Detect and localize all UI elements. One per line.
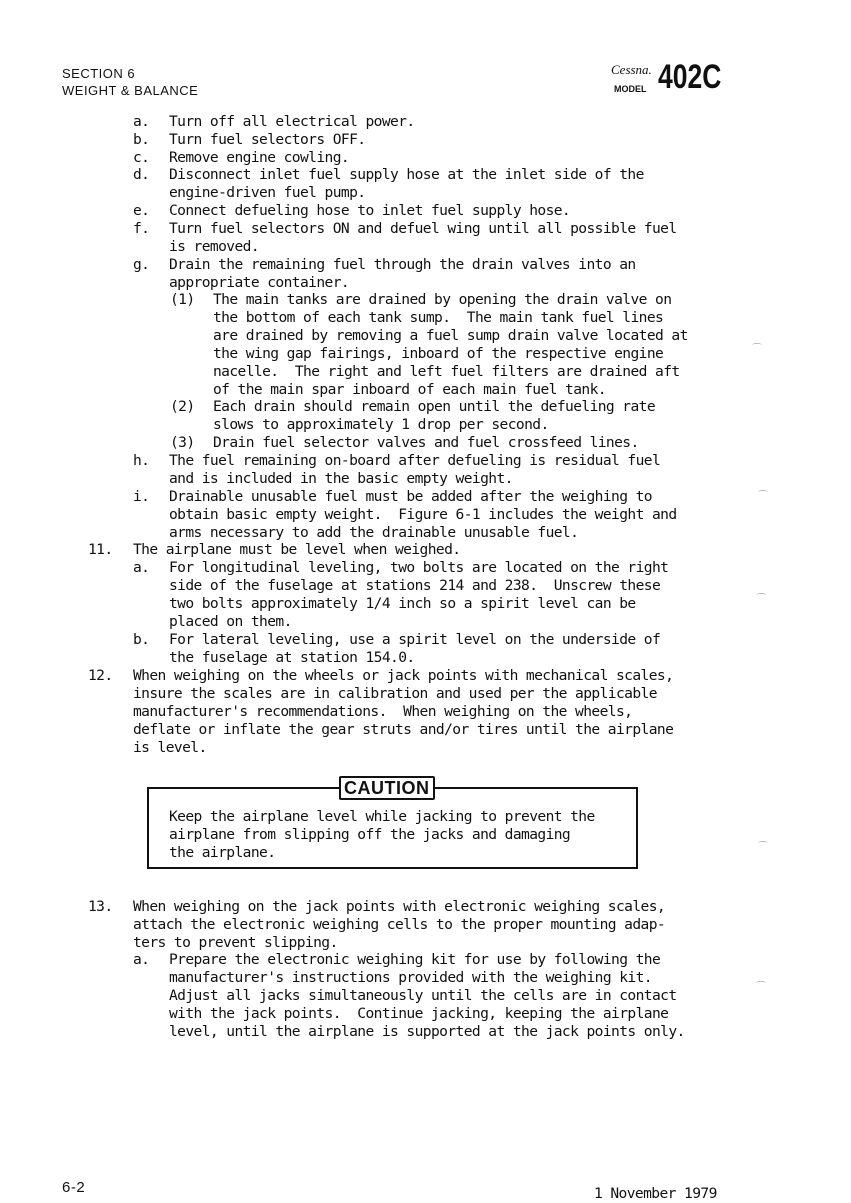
step-text-line: When weighing on the jack points with electronic weighing scales, xyxy=(133,898,666,915)
caution-line: Keep the airplane level while jacking to prevent the xyxy=(169,808,595,825)
step-marker: e. xyxy=(133,202,150,219)
step-text-line: the fuselage at station 154.0. xyxy=(169,649,415,666)
step-text-line: manufacturer's instructions provided with the weighing kit. xyxy=(169,969,652,986)
step-text-line: Prepare the electronic weighing kit for use by following the xyxy=(169,951,661,968)
step-marker: i. xyxy=(133,488,150,505)
footer-date: 1 November 1979 xyxy=(594,1185,717,1202)
step-text-line: manufacturer's recommendations. When weighing on the wheels, xyxy=(133,703,633,720)
step-text-line: ters to prevent slipping. xyxy=(133,934,338,951)
step-text-line: slows to approximately 1 drop per second. xyxy=(213,416,549,433)
step-marker: h. xyxy=(133,452,150,469)
step-text-line: arms necessary to add the drainable unusable fuel. xyxy=(169,524,579,541)
step-text-line: placed on them. xyxy=(169,613,292,630)
step-text-line: For longitudinal leveling, two bolts are located on the right xyxy=(169,559,669,576)
scan-mark: ⌒ xyxy=(752,344,762,355)
step-text-line: Disconnect inlet fuel supply hose at the inlet side of the xyxy=(169,166,644,183)
step-marker: d. xyxy=(133,166,150,183)
step-text-line: deflate or inflate the gear struts and/or tires until the airplane xyxy=(133,721,674,738)
step-text-line: appropriate container. xyxy=(169,274,350,291)
step-text-line: the wing gap fairings, inboard of the respective engine xyxy=(213,345,664,362)
caution-line: airplane from slipping off the jacks and damaging xyxy=(169,826,571,843)
step-text-line: of the main spar inboard of each main fuel tank. xyxy=(213,381,606,398)
step-text-line: is level. xyxy=(133,739,207,756)
step-marker: (3) xyxy=(170,434,195,451)
step-text-line: For lateral leveling, use a spirit level on the underside of xyxy=(169,631,661,648)
step-marker: b. xyxy=(133,631,150,648)
step-marker: c. xyxy=(133,149,150,166)
step-text-line: Adjust all jacks simultaneously until the cells are in contact xyxy=(169,987,677,1004)
step-marker: b. xyxy=(133,131,150,148)
step-text-line: Turn fuel selectors ON and defuel wing until all possible fuel xyxy=(169,220,677,237)
step-text-line: Drain the remaining fuel through the drain valves into an xyxy=(169,256,636,273)
caution-line: the airplane. xyxy=(169,844,276,861)
step-text-line: obtain basic empty weight. Figure 6-1 includes the weight and xyxy=(169,506,677,523)
scan-mark: ⌒ xyxy=(758,842,768,853)
step-marker: 12. xyxy=(88,667,113,684)
step-text-line: level, until the airplane is supported at the jack points only. xyxy=(169,1023,685,1040)
step-text-line: side of the fuselage at stations 214 and 238. Unscrew these xyxy=(169,577,661,594)
step-text-line: engine-driven fuel pump. xyxy=(169,184,366,201)
step-text-line: the bottom of each tank sump. The main tank fuel lines xyxy=(213,309,664,326)
step-marker: a. xyxy=(133,559,150,576)
step-marker: 11. xyxy=(88,541,113,558)
scan-mark: ⌒ xyxy=(756,982,766,993)
step-text-line: Turn off all electrical power. xyxy=(169,113,415,130)
step-text-line: and is included in the basic empty weight. xyxy=(169,470,513,487)
step-text-line: Drain fuel selector valves and fuel crossfeed lines. xyxy=(213,434,639,451)
step-text-line: nacelle. The right and left fuel filters are drained aft xyxy=(213,363,680,380)
step-marker: a. xyxy=(133,951,150,968)
step-text-line: attach the electronic weighing cells to the proper mounting adap- xyxy=(133,916,666,933)
step-marker: (2) xyxy=(170,398,195,415)
section-label: SECTION 6 xyxy=(62,66,136,81)
step-text-line: Drainable unusable fuel must be added after the weighing to xyxy=(169,488,652,505)
step-text-line: Turn fuel selectors OFF. xyxy=(169,131,366,148)
step-text-line: Connect defueling hose to inlet fuel supply hose. xyxy=(169,202,571,219)
step-text-line: are drained by removing a fuel sump drain valve located at xyxy=(213,327,688,344)
model-word: MODEL xyxy=(614,84,647,94)
step-text-line: two bolts approximately 1/4 inch so a spirit level can be xyxy=(169,595,636,612)
step-marker: f. xyxy=(133,220,150,237)
step-text-line: The airplane must be level when weighed. xyxy=(133,541,461,558)
model-number: 402C xyxy=(658,58,722,96)
step-marker: (1) xyxy=(170,291,195,308)
brand-logo: Cessna. xyxy=(611,62,652,77)
step-text-line: is removed. xyxy=(169,238,260,255)
caution-label: CAUTION xyxy=(339,776,435,800)
page-number: 6-2 xyxy=(62,1179,86,1196)
step-text-line: with the jack points. Continue jacking, keeping the airplane xyxy=(169,1005,669,1022)
scan-mark: ⌒ xyxy=(758,491,768,502)
step-text-line: Remove engine cowling. xyxy=(169,149,350,166)
scan-mark: ⌒ xyxy=(756,594,766,605)
step-marker: g. xyxy=(133,256,150,273)
section-title: WEIGHT & BALANCE xyxy=(62,83,199,98)
step-text-line: insure the scales are in calibration and used per the applicable xyxy=(133,685,657,702)
step-text-line: When weighing on the wheels or jack points with mechanical scales, xyxy=(133,667,674,684)
step-text-line: The fuel remaining on-board after defueling is residual fuel xyxy=(169,452,661,469)
step-marker: 13. xyxy=(88,898,113,915)
step-marker: a. xyxy=(133,113,150,130)
step-text-line: Each drain should remain open until the defueling rate xyxy=(213,398,656,415)
step-text-line: The main tanks are drained by opening the drain valve on xyxy=(213,291,672,308)
